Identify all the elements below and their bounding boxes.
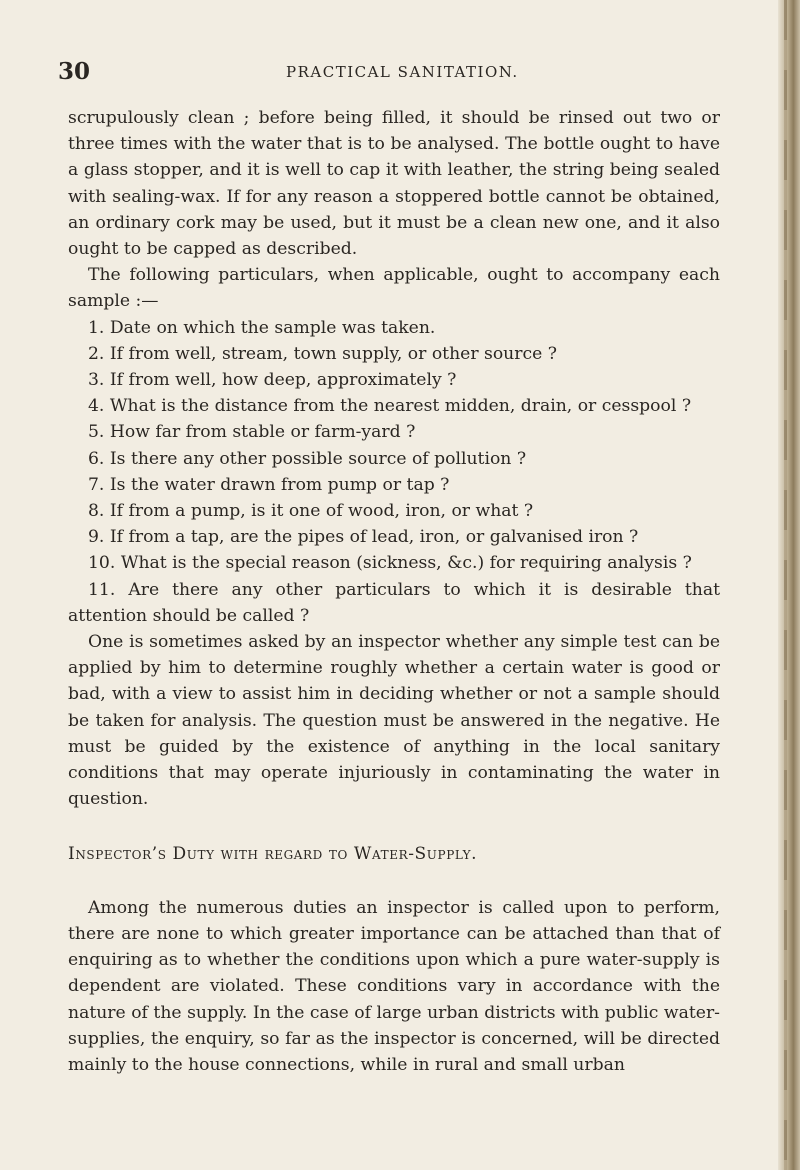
paragraph-water-supply-duty: Among the numerous duties an inspector is called upon to perform, there are none to which greater importance can be attached than that of enquiring as to whether the conditions upon which a pure water-supply is dependent are violated. These conditions vary in accordance with the nature of the supply. In the case of large urban districts with public water-supplies, the enquiry, so far as the inspector is concerned, will be directed mainly to the house connections, while in rural and small urban bbox=[68, 897, 720, 1075]
paragraph-sample-cleaning: scrupulously clean ; before being filled, it should be rinsed out two or three times with the water that is to be analysed. The bottle ought to have a glass stopper, and it is well to cap it with leather, the string being sealed with sealing-wax. If for any reason a stoppered bottle cannot be obtained, an ordinary cork may be used, but it must be a clean new one, and it also ought to be capped as described. bbox=[68, 108, 720, 260]
running-head bbox=[58, 58, 738, 88]
list-item-number: 6. bbox=[88, 448, 105, 469]
list-item bbox=[68, 315, 720, 341]
paragraph-particulars-intro: The following particulars, when applicable, ought to accompany each sample :— bbox=[68, 265, 720, 312]
list-item-text: Is there any other possible source of pollution ? bbox=[109, 448, 527, 469]
list-item-text: If from well, stream, town supply, or other source ? bbox=[109, 343, 557, 364]
list-item bbox=[68, 419, 720, 445]
list-item bbox=[68, 393, 720, 419]
list-item-text: If from well, how deep, approximately ? bbox=[109, 370, 457, 391]
list-item-text: What is the distance from the nearest midden, drain, or cesspool ? bbox=[109, 396, 692, 417]
body-text bbox=[68, 105, 720, 1078]
list-item bbox=[68, 472, 720, 498]
list-item-text: Are there any other particulars to which it is desirable that attention should be called ? bbox=[68, 579, 720, 626]
list-item bbox=[68, 524, 720, 550]
list-item-number: 8. bbox=[88, 501, 105, 522]
list-item-number: 3. bbox=[88, 370, 105, 391]
list-item-number: 10. bbox=[88, 553, 116, 574]
page-number: 30 bbox=[58, 58, 91, 85]
list-item bbox=[68, 498, 720, 524]
page-header-title: PRACTICAL SANITATION. bbox=[286, 63, 519, 81]
page-binding-edge bbox=[778, 0, 800, 1170]
list-item-text: Is the water drawn from pump or tap ? bbox=[109, 474, 450, 495]
list-item-number: 7. bbox=[88, 474, 105, 495]
list-item-number: 9. bbox=[88, 527, 105, 548]
list-item-text: If from a tap, are the pipes of lead, iron, or galvanised iron ? bbox=[109, 527, 639, 548]
list-item-number: 4. bbox=[88, 396, 105, 417]
list-item-number: 5. bbox=[88, 422, 105, 443]
list-item bbox=[68, 446, 720, 472]
list-item-text: Date on which the sample was taken. bbox=[109, 317, 436, 338]
list-item bbox=[68, 341, 720, 367]
particulars-list bbox=[68, 315, 720, 629]
list-item bbox=[68, 550, 720, 576]
list-item-text: What is the special reason (sickness, &c.) for requiring analysis ? bbox=[120, 553, 692, 574]
list-item-number: 2. bbox=[88, 343, 105, 364]
list-item-number: 11. bbox=[88, 579, 116, 600]
paragraph-simple-test: One is sometimes asked by an inspector whether any simple test can be applied by him to determine roughly whether a certain water is good or bad, with a view to assist him in deciding whether or not a sample should be taken for analysis. The question must be answered in the negative. He must be guided by the existence of anything in the local sanitary conditions that may operate injuriously in contaminating the water in question. bbox=[68, 632, 720, 810]
list-item-text: If from a pump, is it one of wood, iron, or what ? bbox=[109, 501, 534, 522]
list-item bbox=[68, 577, 720, 629]
list-item bbox=[68, 367, 720, 393]
section-heading: Inspector’s Duty with regard to Water-Supply. bbox=[68, 844, 478, 865]
list-item-text: How far from stable or farm-yard ? bbox=[109, 422, 416, 443]
list-item-number: 1. bbox=[88, 317, 105, 338]
